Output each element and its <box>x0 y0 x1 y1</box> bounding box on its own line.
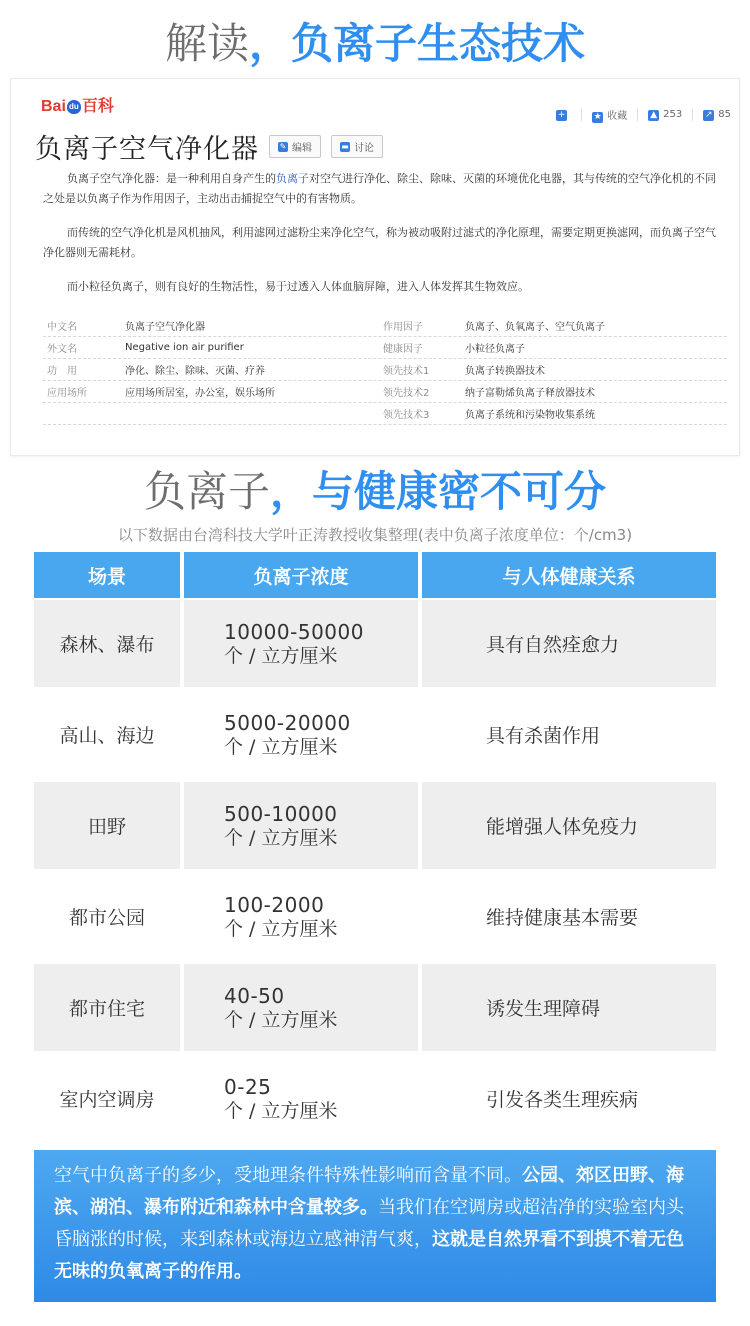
table-row <box>34 780 716 871</box>
baike-screenshot-card <box>10 78 740 456</box>
table-row <box>34 962 716 1053</box>
header-relation: 与人体健康关系 <box>502 565 636 588</box>
info-row: 外文名 Negative ion air purifier 健康因子 小粒径负离子 <box>43 337 727 359</box>
info-row: 应用场所 应用场所居室，办公室，娱乐场所 领先技术2 纳子富勒烯负离子释放器技术 <box>43 381 727 403</box>
chat-icon: ▬ <box>341 141 349 151</box>
info-row: 领先技术3 负离子系统和污染物收集系统 <box>43 403 727 425</box>
summary-box: 空气中负离子的多少，受地理条件特殊性影响而含量不同。公园、郊区田野、海滨、湖泊、瀑布附近和森林中含量较多。当我们在空调房或超洁净的实验室内头昏脑涨的时候，来到森林或海边立感神清气爽，这就是自然界看不到摸不着无色无味的负氧离子的作用。 <box>34 1150 716 1302</box>
scene-cell: 都市公园 <box>34 871 184 962</box>
table-row <box>34 689 716 780</box>
concentration-cell: 10000-50000 个 / 立方厘米 <box>184 598 422 689</box>
heading-comma: ， <box>269 467 312 516</box>
relation-cell: 具有杀菌作用 <box>422 689 716 780</box>
traditional-paragraph: 而传统的空气净化机是风机抽风，利用滤网过滤粉尘来净化空气，称为被动吸附过滤式的净化原理，需要定期更换滤网，而负离子空气净化器则无需耗材。 <box>43 226 716 259</box>
baidu-baike-logo: Bai du 百科 <box>41 98 114 115</box>
scene-cell: 田野 <box>34 780 184 871</box>
relation-cell: 诱发生理障碍 <box>422 962 716 1053</box>
star-icon: ★ <box>593 112 602 122</box>
paw-icon: du <box>67 100 81 114</box>
heading-accent-text: 负离子生态技术 <box>291 19 586 68</box>
scene-cell: 室内空调房 <box>34 1053 184 1144</box>
table-row <box>34 1053 716 1144</box>
scene-cell: 高山、海边 <box>34 689 184 780</box>
info-box <box>43 315 727 425</box>
small-ion-paragraph: 而小粒径负离子，则有良好的生物活性，易于过透入人体血脑屏障，进入人体发挥其生物效应。 <box>67 280 529 293</box>
edit-button[interactable]: ✎ 编辑 <box>269 135 321 158</box>
info-row: 中文名 负离子空气净化器 作用因子 负离子、负氧离子、空气负离子 <box>43 315 727 337</box>
heading-accent-text: 与健康密不可分 <box>312 467 607 516</box>
pencil-icon: ✎ <box>279 141 287 151</box>
relation-cell: 能增强人体免疫力 <box>422 780 716 871</box>
share-button[interactable]: ↗ 85 <box>704 109 731 120</box>
info-row: 功 用 净化、除尘、除味、灭菌、疗养 领先技术1 负离子转换器技术 <box>43 359 727 381</box>
discuss-button[interactable]: ▬ 讨论 <box>331 135 383 158</box>
table-row <box>34 871 716 962</box>
relation-cell: 引发各类生理疾病 <box>422 1053 716 1144</box>
heading-comma: ， <box>248 19 291 68</box>
intro-paragraph: 负离子空气净化器：是一种利用自身产生的负离子对空气进行净化、除尘、除味、灭菌的环境优化电器，其与传统的空气净化机的不同之处是以负离子作为作用因子，主动出击捕捉空气中的有害物质。 <box>43 172 716 205</box>
section-heading-health <box>0 468 750 516</box>
thumb-up-icon: ▲ <box>648 110 659 121</box>
heading-light-text: 负离子 <box>143 467 270 516</box>
article-actions <box>556 107 731 123</box>
table-row <box>34 598 716 689</box>
scene-cell: 都市住宅 <box>34 962 184 1053</box>
header-concentration: 负离子浓度 <box>184 552 422 598</box>
data-source-subtitle: 以下数据由台湾科技大学叶正涛教授收集整理(表中负离子浓度单位：个/cm3) <box>117 526 633 544</box>
concentration-cell: 500-10000 个 / 立方厘米 <box>184 780 422 871</box>
table-header <box>34 552 716 598</box>
relation-cell: 具有自然痊愈力 <box>422 598 716 689</box>
concentration-cell: 100-2000 个 / 立方厘米 <box>184 871 422 962</box>
plus-icon[interactable]: + <box>557 109 566 120</box>
section-heading-tech <box>0 20 750 68</box>
negative-ion-link[interactable]: 负离子 <box>276 172 309 185</box>
ion-concentration-table <box>34 552 716 1144</box>
concentration-cell: 40-50 个 / 立方厘米 <box>184 962 422 1053</box>
like-button[interactable]: ▲ 253 <box>648 109 682 121</box>
concentration-cell: 0-25 个 / 立方厘米 <box>184 1053 422 1144</box>
heading-light-text: 解读 <box>164 19 249 68</box>
favorite-button[interactable]: ★ 收藏 <box>593 111 628 122</box>
header-scene: 场景 <box>34 552 184 598</box>
scene-cell: 森林、瀑布 <box>34 598 184 689</box>
share-icon: ↗ <box>704 110 713 120</box>
relation-cell: 维持健康基本需要 <box>422 871 716 962</box>
page-title: 负离子空气净化器 <box>35 134 259 165</box>
concentration-cell: 5000-20000 个 / 立方厘米 <box>184 689 422 780</box>
